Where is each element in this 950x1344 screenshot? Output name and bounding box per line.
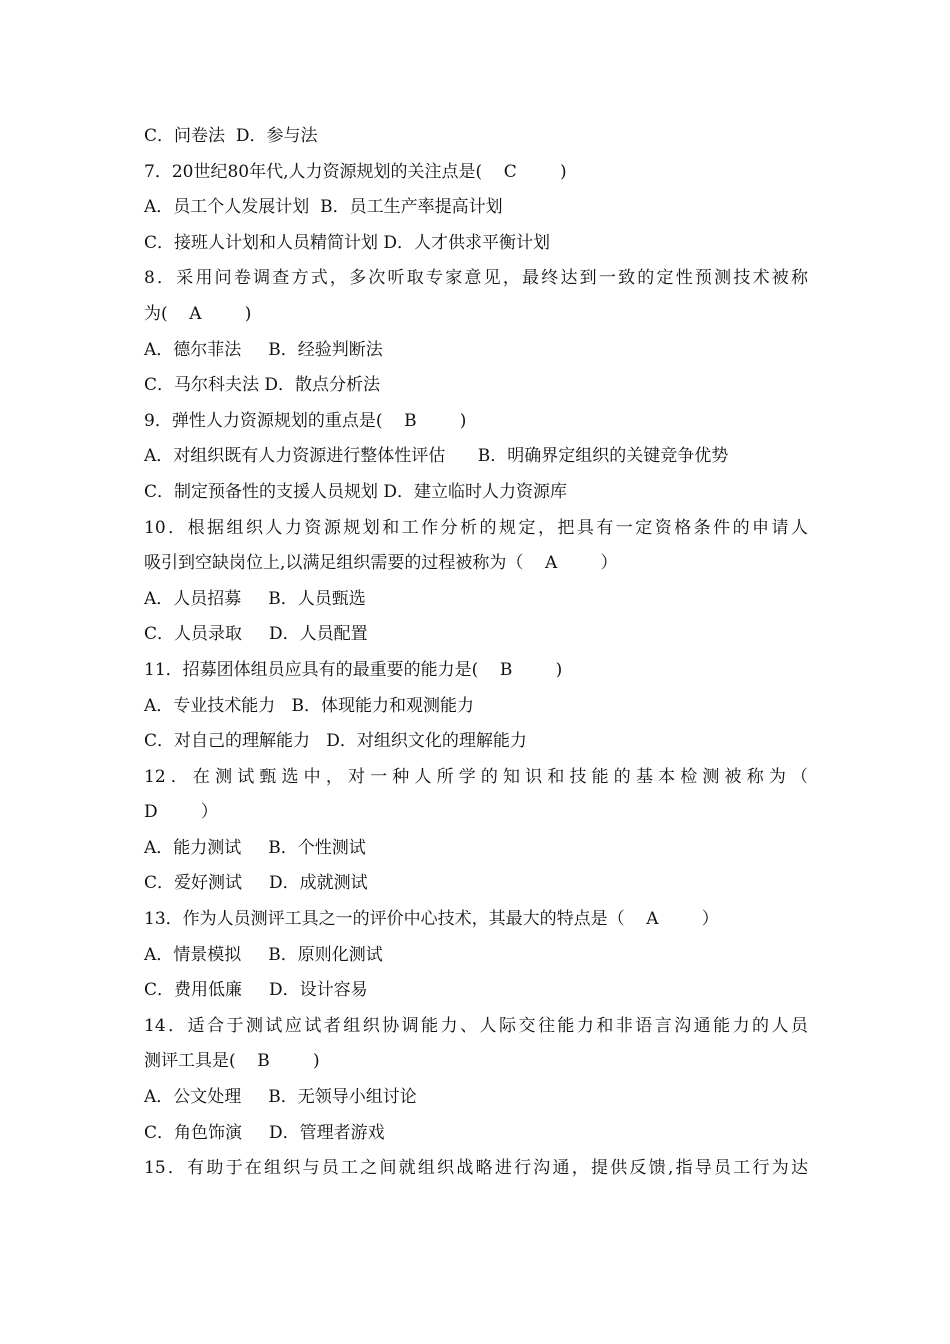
text-line: A．专业技术能力 B．体现能力和观测能力 bbox=[144, 695, 474, 716]
text-line: A．人员招募 B．人员甄选 bbox=[144, 588, 366, 609]
text-line: A．员工个人发展计划 B．员工生产率提高计划 bbox=[144, 197, 503, 218]
text-line: C．对自己的理解能力 D．对组织文化的理解能力 bbox=[144, 731, 527, 752]
question-12: 12．在测试甄选中，对一种人所学的知识和技能的基本检测被称为（ bbox=[144, 766, 808, 787]
document-body bbox=[144, 119, 808, 1187]
question-9: 9．弹性人力资源规划的重点是( B ) bbox=[144, 410, 467, 431]
question-15: 15．有助于在组织与员工之间就组织战略进行沟通，提供反馈,指导员工行为达 bbox=[144, 1158, 808, 1179]
text-line: C．人员录取 D．人员配置 bbox=[144, 624, 368, 645]
text-line: C．角色饰演 D．管理者游戏 bbox=[144, 1122, 385, 1143]
question-11: 11．招募团体组员应具有的最重要的能力是( B ) bbox=[144, 659, 563, 680]
question-14: 14．适合于测试应试者组织协调能力、人际交往能力和非语言沟通能力的人员 bbox=[144, 1015, 808, 1036]
text-line: 测评工具是( B ) bbox=[144, 1051, 320, 1072]
text-line: C．问卷法 D．参与法 bbox=[144, 126, 318, 146]
question-8: 8．采用问卷调查方式，多次听取专家意见，最终达到一致的定性预测技术被称 bbox=[144, 268, 808, 289]
text-line: C．爱好测试 D．成就测试 bbox=[144, 873, 368, 894]
text-line: C．费用低廉 D．设计容易 bbox=[144, 980, 368, 1001]
text-line: 吸引到空缺岗位上,以满足组织需要的过程被称为（ A ） bbox=[144, 553, 618, 574]
text-line: 为( A ) bbox=[144, 303, 252, 324]
question-10: 10．根据组织人力资源规划和工作分析的规定，把具有一定资格条件的申请人 bbox=[144, 517, 808, 538]
text-line: D ） bbox=[144, 802, 218, 823]
text-line: A．能力测试 B．个性测试 bbox=[144, 837, 366, 858]
question-13: 13．作为人员测评工具之一的评价中心技术，其最大的特点是（ A ） bbox=[144, 909, 719, 930]
text-line: C．接班人计划和人员精简计划 D．人才供求平衡计划 bbox=[144, 232, 551, 253]
text-line: C．制定预备性的支援人员规划 D．建立临时人力资源库 bbox=[144, 481, 568, 502]
text-line: A．对组织既有人力资源进行整体性评估 B．明确界定组织的关键竞争优势 bbox=[144, 446, 729, 467]
text-line: A．德尔菲法 B．经验判断法 bbox=[144, 339, 383, 360]
text-line: A．情景模拟 B．原则化测试 bbox=[144, 944, 383, 965]
text-line: C．马尔科夫法 D．散点分析法 bbox=[144, 375, 381, 396]
text-line: A．公文处理 B．无领导小组讨论 bbox=[144, 1087, 417, 1108]
question-7: 7．20世纪80年代,人力资源规划的关注点是( C ) bbox=[144, 161, 567, 182]
